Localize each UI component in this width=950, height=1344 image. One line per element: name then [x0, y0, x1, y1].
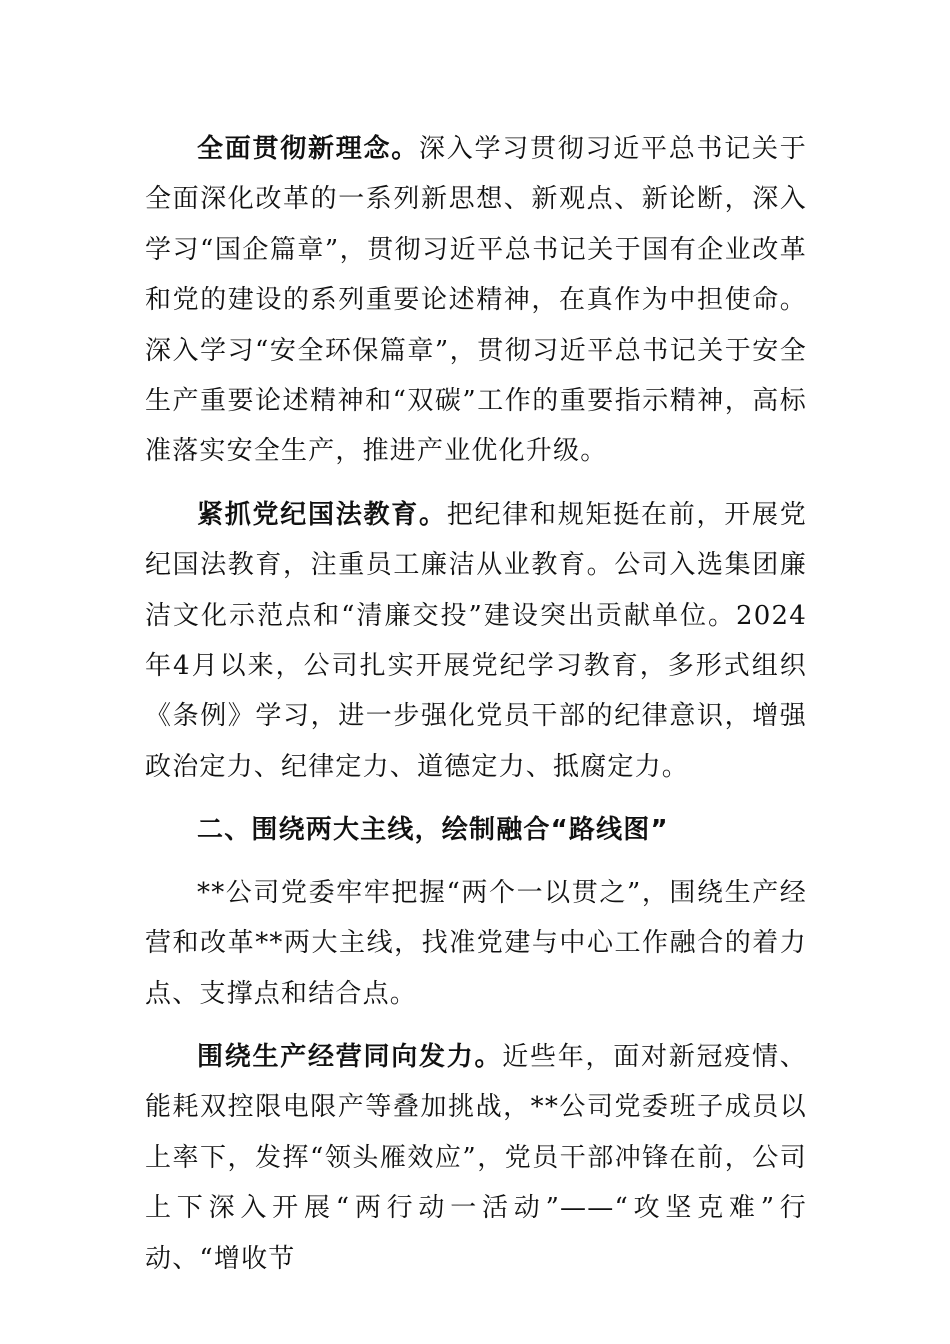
paragraph-text: 近些年，面对新冠疫情、能耗双控限电限产等叠加挑战，**公司党委班子成员以上率下，发挥“领头雁效应”，党员干部冲锋在前，公司上下深入开展“两行动一活动”——“攻坚克难”行动、“增收节 — [145, 1041, 808, 1274]
paragraph-discipline-education — [145, 490, 807, 792]
paragraph-party-committee: **公司党委牢牢把握“两个一以贯之”，围绕生产经营和改革**两大主线，找准党建与中心工作融合的着力点、支撑点和结合点。 — [145, 877, 807, 1009]
paragraph-production-operation — [145, 1032, 807, 1284]
paragraph-lead: 紧抓党纪国法教育。 — [197, 499, 447, 530]
document-page — [145, 124, 807, 1284]
paragraph-text: 把纪律和规矩挺在前，开展党纪国法教育，注重员工廉洁从业教育。公司入选集团廉洁文化示范点和“清廉交投”建设突出贡献单位。2024年4月以来，公司扎实开展党纪学习教育，多形式组织《条例》学习，进一步强化党员干部的纪律意识，增强政治定力、纪律定力、道德定力、抵腐定力。 — [145, 499, 807, 782]
paragraph-lead: 围绕生产经营同向发力。 — [197, 1041, 503, 1072]
paragraph-text: 深入学习贯彻习近平总书记关于全面深化改革的一系列新思想、新观点、新论断，深入学习“国企篇章”，贯彻习近平总书记关于国有企业改革和党的建设的系列重要论述精神，在真作为中担使命。深入学习“安全环保篇章”，贯彻习近平总书记关于安全生产重要论述精神和“双碳”工作的重要指示精神，高标准落实安全生产，推进产业优化升级。 — [145, 134, 807, 467]
paragraph-lead: 全面贯彻新理念。 — [197, 134, 420, 164]
section-heading: 二、围绕两大主线，绘制融合“路线图” — [197, 815, 669, 846]
paragraph-new-concept — [145, 124, 807, 477]
